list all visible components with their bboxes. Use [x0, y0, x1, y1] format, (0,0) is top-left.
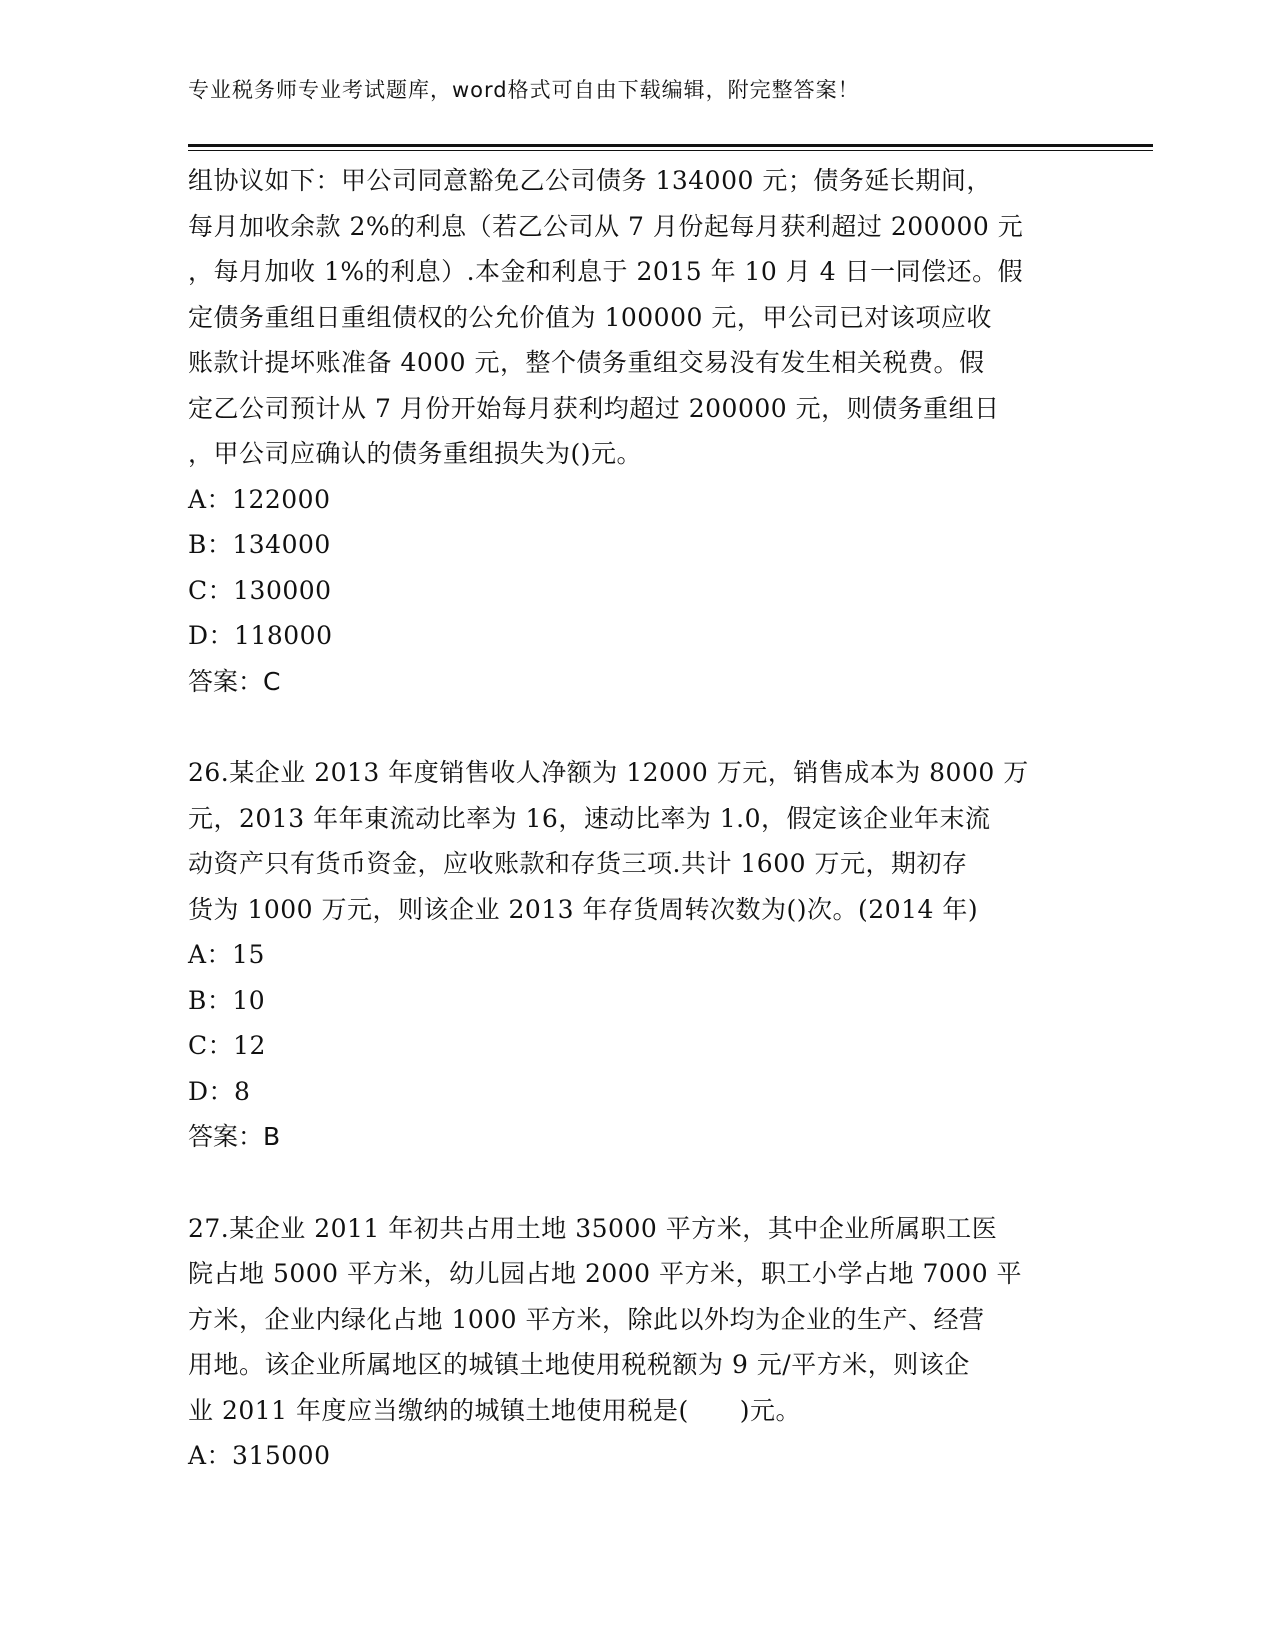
question-text-line: 每月加收余款 2%的利息（若乙公司从 7 月份起每月获利超过 200000 元	[188, 211, 1024, 241]
option-a: A：15	[188, 940, 265, 969]
question-text-line: 货为 1000 万元，则该企业 2013 年存货周转次数为()次。(2014 年)	[188, 894, 979, 924]
question-25-continued	[188, 158, 1088, 704]
spacer	[188, 1160, 1088, 1206]
question-text-line: 组协议如下：甲公司同意豁免乙公司债务 134000 元；债务延长期间，	[188, 166, 992, 195]
header-rule-thick	[188, 144, 1153, 147]
question-text-line: 账款计提坏账准备 4000 元，整个债务重组交易没有发生相关税费。假	[188, 348, 985, 377]
question-text-line: ，甲公司应确认的债务重组损失为()元。	[188, 439, 643, 468]
question-text-line: 业 2011 年度应当缴纳的城镇土地使用税是( )元。	[188, 1395, 802, 1425]
option-a: A：122000	[188, 484, 331, 514]
option-b: B：10	[188, 985, 266, 1015]
header-rule-thin	[188, 150, 1153, 151]
question-text-line: 定债务重组日重组债权的公允价值为 100000 元，甲公司已对该项应收	[188, 302, 992, 332]
option-c: C：130000	[188, 575, 332, 605]
document-body	[188, 158, 1088, 1479]
question-text-line: 元，2013 年年東流动比率为 16，速动比率为 1.0，假定该企业年末流	[188, 803, 991, 833]
answer-label: 答案：C	[188, 666, 281, 696]
question-text-line: ，每月加收 1%的利息）.本金和利息于 2015 年 10 月 4 日一同偿还。假	[188, 257, 1024, 286]
question-text-line: 院占地 5000 平方米，幼儿园占地 2000 平方米，职工小学占地 7000 平	[188, 1259, 1023, 1288]
spacer	[188, 704, 1088, 750]
question-text-line: 定乙公司预计从 7 月份开始每月获利均超过 200000 元，则债务重组日	[188, 393, 1000, 423]
question-text-line: 方米，企业内绿化占地 1000 平方米，除此以外均为企业的生产、经营	[188, 1304, 985, 1334]
option-c: C：12	[188, 1031, 266, 1060]
question-text-line: 用地。该企业所属地区的城镇土地使用税税额为 9 元/平方米，则该企	[188, 1350, 970, 1379]
question-26	[188, 750, 1088, 1160]
option-d: D：8	[188, 1076, 251, 1106]
option-d: D：118000	[188, 621, 333, 650]
page-header: 专业税务师专业考试题库，word格式可自由下载编辑，附完整答案！	[188, 78, 860, 102]
option-a: A：315000	[188, 1441, 331, 1470]
question-text-line: 动资产只有货币资金，应收账款和存货三项.共计 1600 万元，期初存	[188, 849, 968, 878]
question-text-line: 27.某企业 2011 年初共占用土地 35000 平方米，其中企业所属职工医	[188, 1213, 998, 1243]
question-text-line: 26.某企业 2013 年度销售收人净额为 12000 万元，销售成本为 8000 万	[188, 758, 1029, 787]
option-b: B：134000	[188, 530, 331, 559]
answer-label: 答案：B	[188, 1122, 281, 1151]
question-27	[188, 1206, 1088, 1479]
